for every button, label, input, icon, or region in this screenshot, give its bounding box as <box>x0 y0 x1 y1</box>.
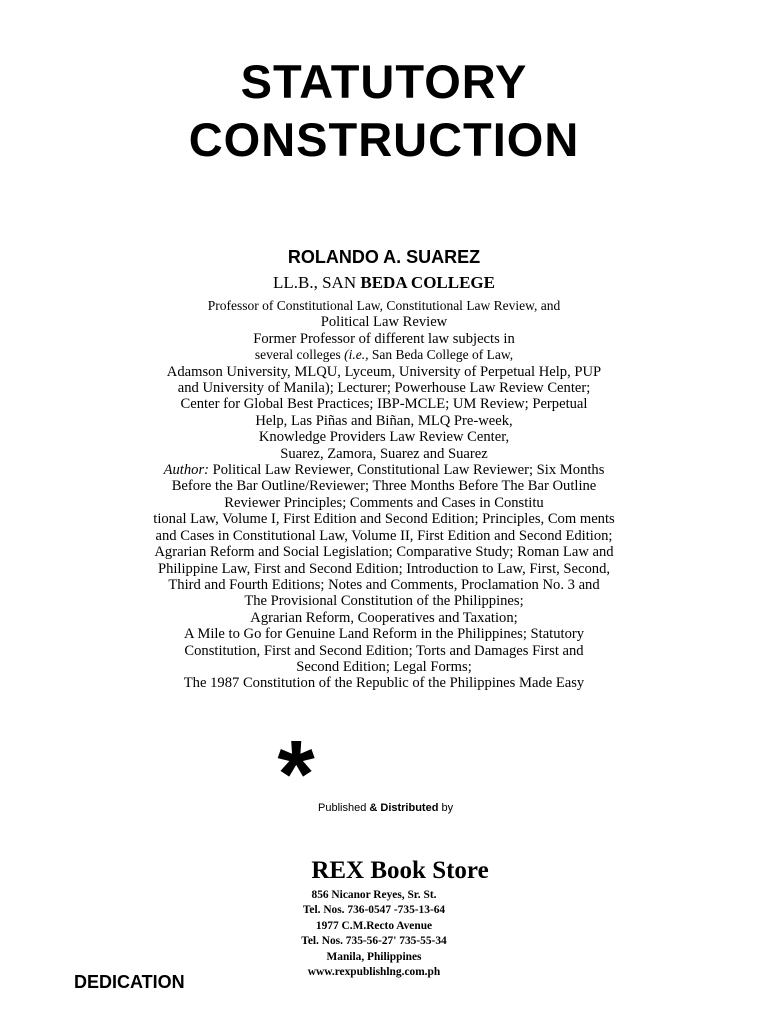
bio-line: Philippine Law, First and Second Edition; Introduction to Law, First, Second, <box>157 560 611 577</box>
bio-line: Suarez, Zamora, Suarez and Suarez <box>280 445 488 462</box>
bio-line: The 1987 Constitution of the Republic of the Philippines Made Easy <box>183 675 585 692</box>
published-text: Published <box>318 802 370 814</box>
publisher-address: 1977 C.M.Recto Avenue <box>315 919 433 932</box>
bio-line: Adamson University, MLQU, Lyceum, University of Perpetual Help, PUP <box>166 363 602 380</box>
book-title-line-1: STATUTORY <box>240 55 528 108</box>
bio-text: San Beda College of Law, <box>368 347 514 363</box>
bio-line: Constitution, First and Second Edition; Torts and Damages First and <box>184 642 584 659</box>
bio-text: Political Law Reviewer, Constitutional Law Reviewer; Six Months <box>208 462 605 479</box>
bio-italic-text: (i.e., <box>344 347 369 363</box>
publisher-address: 856 Nicanor Reyes, Sr. St. <box>311 889 437 901</box>
publisher-city: Manila, Philippines <box>326 950 422 963</box>
degree-prefix: LL.B., SAN <box>273 273 357 292</box>
asterisk-ornament-icon: * <box>277 721 315 828</box>
publisher-phone: Tel. Nos. 736-0547 -735-13-64 <box>302 904 446 917</box>
bio-line: Before the Bar Outline/Reviewer; Three Months Before The Bar Outline <box>171 478 597 495</box>
bio-text: several colleges <box>254 347 345 363</box>
publisher-website: www.rexpublishlng.com.ph <box>307 966 441 979</box>
published-by-line <box>318 802 538 814</box>
published-bold-text: & Distributed <box>369 802 439 814</box>
published-text: by <box>438 802 454 814</box>
publisher-name: REX Book Store <box>311 857 489 884</box>
bio-line: Reviewer Principles; Comments and Cases in Constitu <box>224 494 544 511</box>
bio-line: Third and Fourth Editions; Notes and Comments, Proclamation No. 3 and <box>168 576 600 593</box>
publisher-phone: Tel. Nos. 735-56-27' 735-55-34 <box>301 935 447 948</box>
bio-line: Professor of Constitutional Law, Constitutional Law Review, and <box>207 298 561 313</box>
bio-line: tional Law, Volume I, First Edition and Second Edition; Principles, Com ments <box>153 511 615 528</box>
bio-line: and University of Manila); Lecturer; Powerhouse Law Review Center; <box>177 380 591 397</box>
bio-line: Agrarian Reform, Cooperatives and Taxation; <box>250 609 518 626</box>
bio-line: Second Edition; Legal Forms; <box>296 658 472 675</box>
book-title-line-2: CONSTRUCTION <box>188 113 580 166</box>
author-label: Author: <box>163 462 209 479</box>
bio-line: and Cases in Constitutional Law, Volume II, First Edition and Second Edition; <box>155 527 613 544</box>
bio-line <box>66 462 702 478</box>
bio-line: Help, Las Piñas and Biñan, MLQ Pre-week, <box>255 412 513 429</box>
author-biography <box>66 298 702 692</box>
author-name: ROLANDO A. SUAREZ <box>287 247 481 267</box>
bio-line: A Mile to Go for Genuine Land Reform in the Philippines; Statutory <box>183 626 585 643</box>
bio-line: Knowledge Providers Law Review Center, <box>258 429 510 446</box>
bio-line: The Provisional Constitution of the Philippines; <box>244 593 524 610</box>
degree-school: BEDA COLLEGE <box>360 273 495 292</box>
dedication-heading: DEDICATION <box>74 972 185 992</box>
bio-line: Political Law Review <box>320 314 448 331</box>
bio-line: Center for Global Best Practices; IBP-MCLE; UM Review; Perpetual <box>180 396 588 413</box>
bio-line: Agrarian Reform and Social Legislation; Comparative Study; Roman Law and <box>154 544 614 561</box>
bio-line: Former Professor of different law subjects in <box>253 330 515 347</box>
author-degree <box>0 273 768 293</box>
bio-line <box>66 347 702 363</box>
publisher-contact <box>216 888 532 980</box>
